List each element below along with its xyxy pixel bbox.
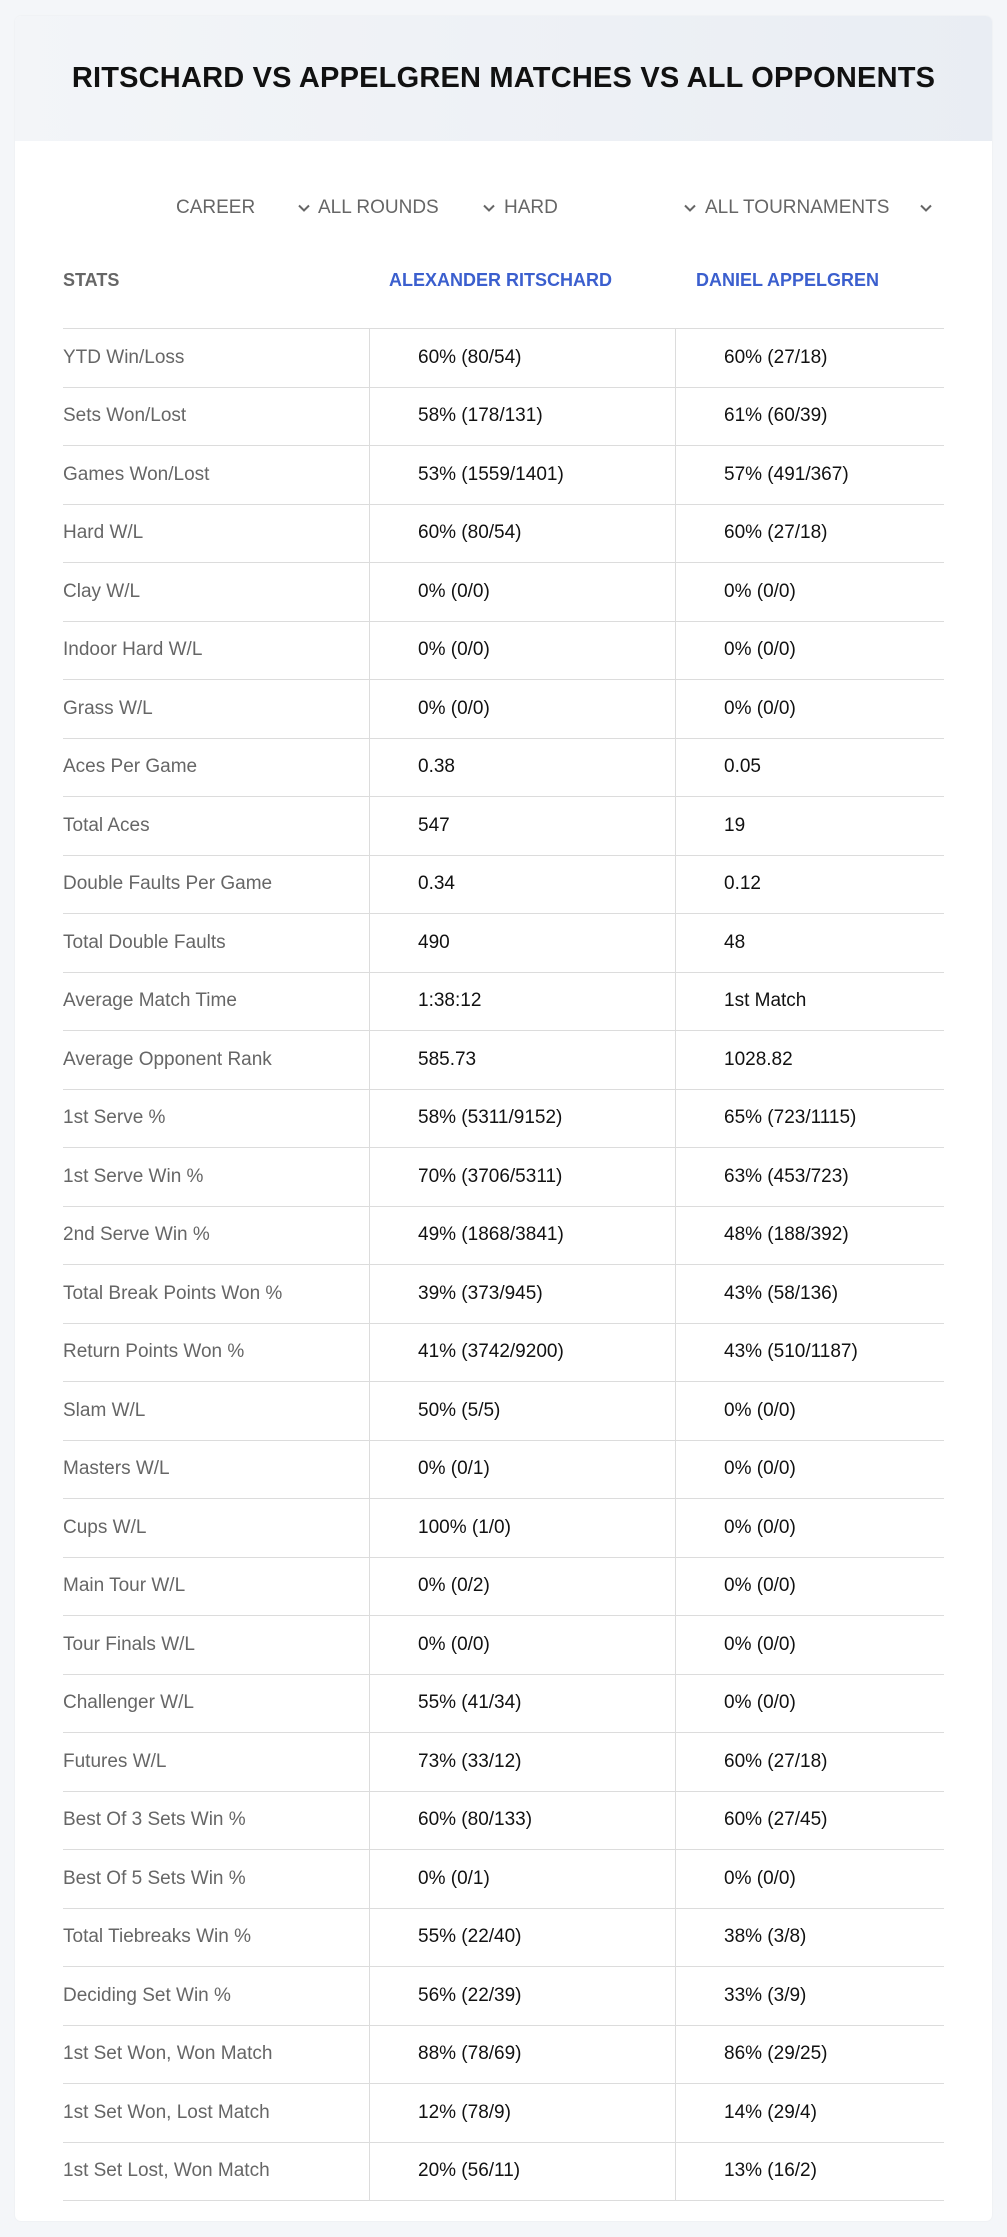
player2-value: 0% (0/0) bbox=[675, 622, 944, 680]
table-row bbox=[63, 505, 944, 564]
table-row bbox=[63, 1090, 944, 1149]
player1-value: 490 bbox=[369, 914, 675, 972]
table-row bbox=[63, 973, 944, 1032]
table-row bbox=[63, 1265, 944, 1324]
table-row bbox=[63, 1675, 944, 1734]
player2-value: 0.05 bbox=[675, 739, 944, 797]
table-row bbox=[63, 563, 944, 622]
table-row bbox=[63, 680, 944, 739]
surface-filter[interactable] bbox=[504, 188, 698, 228]
stat-label: 1st Serve Win % bbox=[63, 1165, 204, 1187]
player1-value: 55% (41/34) bbox=[369, 1675, 675, 1733]
player2-value: 13% (16/2) bbox=[675, 2143, 944, 2201]
player2-value: 43% (58/136) bbox=[675, 1265, 944, 1323]
player1-value: 1:38:12 bbox=[369, 973, 675, 1031]
player2-value: 61% (60/39) bbox=[675, 388, 944, 446]
stat-label: Total Break Points Won % bbox=[63, 1282, 283, 1304]
player2-value: 48% (188/392) bbox=[675, 1207, 944, 1265]
stat-label: Sets Won/Lost bbox=[63, 405, 187, 427]
player1-value: 55% (22/40) bbox=[369, 1909, 675, 1967]
player2-value: 63% (453/723) bbox=[675, 1148, 944, 1206]
round-filter-value: ALL ROUNDS bbox=[318, 197, 439, 218]
player2-value: 0.12 bbox=[675, 856, 944, 914]
player1-value: 0% (0/2) bbox=[369, 1558, 675, 1616]
table-row bbox=[63, 1207, 944, 1266]
player2-value: 19 bbox=[675, 797, 944, 855]
table-row bbox=[63, 1792, 944, 1851]
header-player1-link[interactable]: ALEXANDER RITSCHARD bbox=[389, 270, 613, 290]
stat-label: Grass W/L bbox=[63, 697, 153, 719]
player1-value: 70% (3706/5311) bbox=[369, 1148, 675, 1206]
player1-value: 58% (178/131) bbox=[369, 388, 675, 446]
surface-filter-value: HARD bbox=[504, 197, 558, 218]
player2-value: 43% (510/1187) bbox=[675, 1324, 944, 1382]
stat-label: Slam W/L bbox=[63, 1399, 146, 1421]
table-body bbox=[63, 329, 944, 2201]
player1-value: 56% (22/39) bbox=[369, 1967, 675, 2025]
stat-label: Hard W/L bbox=[63, 522, 144, 544]
stat-label: Average Match Time bbox=[63, 990, 237, 1012]
header-player2-link[interactable]: DANIEL APPELGREN bbox=[696, 270, 880, 290]
player2-value: 38% (3/8) bbox=[675, 1909, 944, 1967]
player2-value: 0% (0/0) bbox=[675, 1675, 944, 1733]
table-row bbox=[63, 1967, 944, 2026]
page-header bbox=[15, 16, 992, 141]
stat-label: Main Tour W/L bbox=[63, 1575, 186, 1597]
stat-label: Tour Finals W/L bbox=[63, 1633, 195, 1655]
period-filter-value: CAREER bbox=[176, 197, 256, 218]
stat-label: Deciding Set Win % bbox=[63, 1984, 231, 2006]
stat-label: Double Faults Per Game bbox=[63, 873, 273, 895]
player1-value: 53% (1559/1401) bbox=[369, 446, 675, 504]
filter-bar bbox=[15, 188, 992, 228]
table-header bbox=[63, 248, 944, 329]
player1-value: 0% (0/0) bbox=[369, 563, 675, 621]
stats-card bbox=[15, 16, 992, 2221]
player1-value: 0% (0/0) bbox=[369, 1616, 675, 1674]
table-row bbox=[63, 1148, 944, 1207]
stat-label: Games Won/Lost bbox=[63, 463, 210, 485]
player1-value: 0% (0/1) bbox=[369, 1850, 675, 1908]
player1-value: 0% (0/0) bbox=[369, 622, 675, 680]
table-row bbox=[63, 388, 944, 447]
stat-label: Masters W/L bbox=[63, 1458, 170, 1480]
player2-value: 60% (27/45) bbox=[675, 1792, 944, 1850]
table-row bbox=[63, 2143, 944, 2202]
player1-value: 60% (80/54) bbox=[369, 329, 675, 387]
table-row bbox=[63, 1031, 944, 1090]
player1-value: 20% (56/11) bbox=[369, 2143, 675, 2201]
stat-label: Total Aces bbox=[63, 814, 150, 836]
table-row bbox=[63, 1616, 944, 1675]
player2-value: 57% (491/367) bbox=[675, 446, 944, 504]
stat-label: 1st Set Lost, Won Match bbox=[63, 2160, 270, 2182]
player2-value: 0% (0/0) bbox=[675, 1499, 944, 1557]
player2-value: 0% (0/0) bbox=[675, 1382, 944, 1440]
player2-value: 60% (27/18) bbox=[675, 329, 944, 387]
player2-value: 0% (0/0) bbox=[675, 1441, 944, 1499]
table-row bbox=[63, 1909, 944, 1968]
chevron-down-icon bbox=[296, 200, 312, 216]
player2-value: 86% (29/25) bbox=[675, 2026, 944, 2084]
chevron-down-icon bbox=[481, 200, 497, 216]
stat-label: Futures W/L bbox=[63, 1750, 167, 1772]
stat-label: Total Double Faults bbox=[63, 931, 226, 953]
player1-value: 60% (80/54) bbox=[369, 505, 675, 563]
page-title: RITSCHARD VS APPELGREN MATCHES VS ALL OPPONENTS bbox=[71, 62, 936, 94]
stat-label: Indoor Hard W/L bbox=[63, 639, 203, 661]
stat-label: Best Of 5 Sets Win % bbox=[63, 1867, 246, 1889]
stat-label: Average Opponent Rank bbox=[63, 1048, 272, 1070]
player2-value: 14% (29/4) bbox=[675, 2084, 944, 2142]
stat-label: 1st Serve % bbox=[63, 1107, 166, 1129]
stat-label: Challenger W/L bbox=[63, 1692, 194, 1714]
player2-value: 48 bbox=[675, 914, 944, 972]
stat-label: Clay W/L bbox=[63, 580, 141, 602]
player1-value: 73% (33/12) bbox=[369, 1733, 675, 1791]
stat-label: 1st Set Won, Won Match bbox=[63, 2043, 273, 2065]
tournament-filter-value: ALL TOURNAMENTS bbox=[705, 197, 890, 218]
table-row bbox=[63, 856, 944, 915]
player2-value: 33% (3/9) bbox=[675, 1967, 944, 2025]
stat-label: Cups W/L bbox=[63, 1516, 147, 1538]
player1-value: 0% (0/0) bbox=[369, 680, 675, 738]
table-row bbox=[63, 2084, 944, 2143]
chevron-down-icon bbox=[682, 200, 698, 216]
stat-label: 1st Set Won, Lost Match bbox=[63, 2101, 270, 2123]
player1-value: 58% (5311/9152) bbox=[369, 1090, 675, 1148]
player2-value: 0% (0/0) bbox=[675, 1616, 944, 1674]
table-row bbox=[63, 1558, 944, 1617]
stats-table bbox=[63, 248, 944, 2201]
table-row bbox=[63, 1382, 944, 1441]
stat-label: Total Tiebreaks Win % bbox=[63, 1926, 251, 1948]
table-row bbox=[63, 1733, 944, 1792]
header-stats: STATS bbox=[63, 270, 120, 290]
player1-value: 547 bbox=[369, 797, 675, 855]
player2-value: 0% (0/0) bbox=[675, 1850, 944, 1908]
stat-label: Best Of 3 Sets Win % bbox=[63, 1809, 246, 1831]
table-row bbox=[63, 1499, 944, 1558]
round-filter[interactable] bbox=[318, 188, 497, 228]
player1-value: 50% (5/5) bbox=[369, 1382, 675, 1440]
player2-value: 0% (0/0) bbox=[675, 563, 944, 621]
player2-value: 60% (27/18) bbox=[675, 505, 944, 563]
player1-value: 0.34 bbox=[369, 856, 675, 914]
table-row bbox=[63, 797, 944, 856]
tournament-filter[interactable] bbox=[705, 188, 934, 228]
table-row bbox=[63, 622, 944, 681]
player1-value: 49% (1868/3841) bbox=[369, 1207, 675, 1265]
player2-value: 65% (723/1115) bbox=[675, 1090, 944, 1148]
stat-label: Aces Per Game bbox=[63, 756, 198, 778]
table-row bbox=[63, 1324, 944, 1383]
player1-value: 41% (3742/9200) bbox=[369, 1324, 675, 1382]
stat-label: Return Points Won % bbox=[63, 1341, 245, 1363]
table-row bbox=[63, 446, 944, 505]
player2-value: 0% (0/0) bbox=[675, 680, 944, 738]
table-row bbox=[63, 2026, 944, 2085]
table-row bbox=[63, 1850, 944, 1909]
player1-value: 60% (80/133) bbox=[369, 1792, 675, 1850]
player1-value: 39% (373/945) bbox=[369, 1265, 675, 1323]
table-row bbox=[63, 329, 944, 388]
table-row bbox=[63, 1441, 944, 1500]
table-row bbox=[63, 914, 944, 973]
table-row bbox=[63, 739, 944, 798]
player1-value: 0% (0/1) bbox=[369, 1441, 675, 1499]
player2-value: 60% (27/18) bbox=[675, 1733, 944, 1791]
player1-value: 12% (78/9) bbox=[369, 2084, 675, 2142]
player1-value: 100% (1/0) bbox=[369, 1499, 675, 1557]
player2-value: 0% (0/0) bbox=[675, 1558, 944, 1616]
player2-value: 1028.82 bbox=[675, 1031, 944, 1089]
chevron-down-icon bbox=[918, 200, 934, 216]
player1-value: 585.73 bbox=[369, 1031, 675, 1089]
stat-label: 2nd Serve Win % bbox=[63, 1224, 210, 1246]
player1-value: 88% (78/69) bbox=[369, 2026, 675, 2084]
period-filter[interactable] bbox=[176, 188, 312, 228]
player2-value: 1st Match bbox=[675, 973, 944, 1031]
stat-label: YTD Win/Loss bbox=[63, 346, 185, 368]
player1-value: 0.38 bbox=[369, 739, 675, 797]
